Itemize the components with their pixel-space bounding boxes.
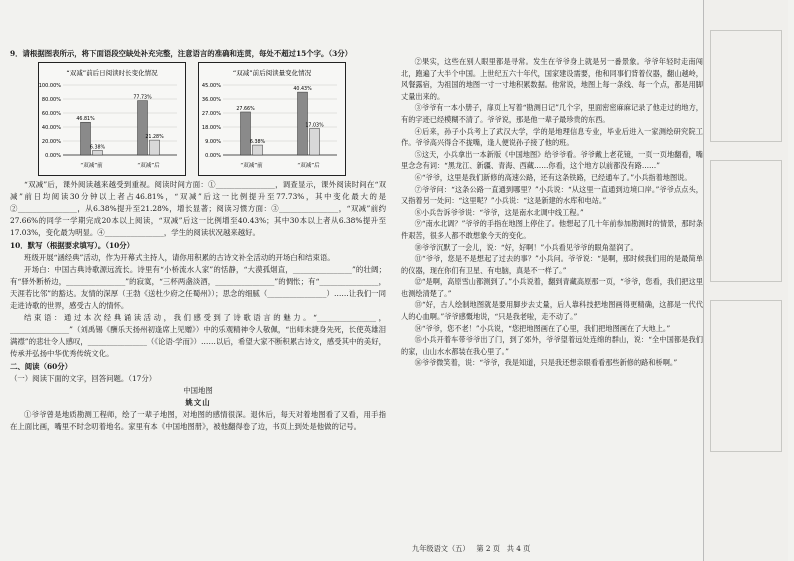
right-para-5: ⑥“爷爷，这里是我们新修的高速公路，还有这条铁路，已经通车了。”小兵指着地图说。 — [414, 172, 692, 182]
chart-reading-amount — [198, 62, 346, 176]
left-column — [10, 48, 386, 433]
chart-reading-time — [38, 62, 186, 176]
chart-reading-time-svg — [39, 63, 185, 175]
bar — [241, 112, 251, 155]
data-label: 27.66% — [236, 107, 255, 113]
right-para-6: ⑦爷爷问：“这条公路一直通到哪里？”小兵说：“从这里一直通到边境口岸。”爷爷点点头，又指着另一处问：“这里呢？”小兵说：“这是新建的水库和电站。” — [401, 184, 703, 206]
data-label: 46.81% — [76, 117, 95, 123]
q9-intro: 9．请根据图表所示，将下面语段空缺处补充完整，注意语言的准确和连贯，每处不超过15个字。（3分） — [10, 49, 353, 58]
right-para-7: ⑧小兵告诉爷爷说：“爷爷，这是南水北调中线工程。” — [414, 207, 584, 217]
footer-page: 第 2 页 — [476, 544, 500, 553]
section2-sub: （一）阅读下面的文字，回答问题。（17分） — [10, 373, 157, 383]
data-label: 40.43% — [293, 87, 312, 93]
data-label: 17.03% — [305, 123, 324, 129]
y-tick-label: 80.00% — [41, 97, 61, 104]
right-column — [401, 56, 703, 369]
right-para-11: ⑫“是啊，高原雪山都测到了。”小兵说着，翻到青藏高原那一页，“爷爷，您看，我们把这里也测绘清楚了。” — [401, 277, 703, 298]
bar — [138, 101, 148, 155]
y-tick-label: 20.00% — [41, 139, 61, 146]
category-label: “双减”后 — [137, 163, 160, 170]
article-p1: ①爷爷曾是地质勘测工程师，绘了一辈子地图，对地图的感情很深。退休后，每天对着地图看了又看，用手指在上面比画，嘴里不时念叨着地名。家里有本《中国地图册》，被他翻得卷了边，书页上到处是他做的记号。 — [10, 409, 386, 431]
bar — [310, 129, 320, 155]
right-para-10: ⑪“爷爷，您是不是想起了过去的事？”小兵问。爷爷说：“是啊，那时候我们用的是最简单的仪器，现在你们有卫星、有电脑，真是不一样了。” — [401, 254, 703, 275]
y-tick-label: 45.00% — [201, 83, 221, 90]
bar — [253, 145, 263, 155]
q10-p3: 结束语：通过本次经典诵读活动，我们感受到了诗歌语言的魅力。“________________，________________”（刘禹锡《酬乐天扬州初逢席上见赠》）中的乐观精神令人敬佩，“出师未捷身先死，长使英雄泪满襟”的悲壮令人感叹，________________（《论语·学而》）……以后，希望大家不断积累古诗文，感受其中的美好，传承并弘扬中华优秀传统文化。 — [10, 313, 386, 359]
y-tick-label: 100.00% — [39, 83, 61, 90]
article-author: 姚文山 — [185, 397, 211, 407]
article-title: 中国地图 — [183, 385, 213, 395]
category-label: “双减”后 — [297, 163, 320, 170]
bar — [93, 151, 103, 155]
right-para-8: ⑨“南水北调？”爷爷的手指在地图上停住了。他想起了几十年前参加勘测时的情景，那时条件艰苦，很多人都不敢想象今天的变化。 — [401, 219, 703, 240]
category-label: “双减”前 — [240, 163, 263, 170]
right-para-9: ⑩爷爷沉默了一会儿，说：“好，好啊！”小兵看见爷爷的眼角湿润了。 — [414, 242, 638, 252]
q9-body: “双减”后，课外阅读越来越受到重视。阅读时间方面：①________________，调查显示，课外阅读时间在“双减”前日均阅读30分钟以上者占46.81%，“双减”后这一比例提升至77.73%，其中变化最大的是②________________，从6.38%提升至21.28%，增长显著；阅读习惯方面：③________________，“双减”前约27.66%的同学一学期完成20本以上阅读，“双减”后这一比例增至40.43%；其中30本以上者从6.38%提升至17.03%，变化最为明显。④________________，学生的阅读状况越来越好。 — [10, 180, 386, 238]
chart-title: “双减”前后阅读量变化情况 — [232, 69, 312, 78]
y-tick-label: 0.00% — [205, 153, 221, 160]
y-tick-label: 40.00% — [41, 125, 61, 132]
right-para-12: ⑬“好，古人绘制地图就是要用脚步去丈量，后人靠科技把地图画得更精确，这都是一代代人的心血啊。”爷爷感慨地说，“只是我老啦，走不动了。” — [401, 300, 703, 322]
y-tick-label: 36.00% — [201, 97, 221, 104]
right-para-3: ④后来，孙子小兵考上了武汉大学，学的是地理信息专业，毕业后进入一家测绘研究院工作。爷爷高兴得合不拢嘴，逢人便说孙子接了他的班。 — [401, 126, 703, 148]
q10-p2: 开场白：中国古典诗歌源远流长。诗里有“小桥流水人家”的恬静，“大漠孤烟直，________________”的壮阔；有“驿外断桥边，________________”的寂寞，“三杯两盏淡酒，________________”的惆怅；有“________________，天涯若比邻”的豁达。友情的深厚（王勃《送杜少府之任蜀州》）；思念的细腻（________________）……让我们一同走进诗歌的世界，感受古人的情怀。 — [10, 264, 386, 311]
y-tick-label: 0.00% — [45, 153, 61, 160]
right-para-1: ②果实，这些在别人眼里都是寻常。发生在爷爷身上就是另一番景象。爷爷年轻时走南闯北，跑遍了大半个中国。上世纪五六十年代，国家建设需要，他和同事们背着仪器，翻山越岭，风餐露宿，为祖国的地图一寸一寸地积累数据。他常说，地图上每一条线、每一个点，都是用脚丈量出来的。 — [401, 57, 703, 101]
right-para-4: ⑤这天，小兵拿出一本新版《中国地图》给爷爷看。爷爷戴上老花镜，一页一页地翻看，嘴里念念有词：“黑龙江、新疆、青海、西藏……你看，这个地方以前都没有路……” — [401, 149, 703, 171]
y-tick-label: 9.00% — [205, 139, 221, 146]
margin-box-top — [710, 30, 782, 142]
page-footer — [412, 544, 592, 554]
y-tick-label: 18.00% — [201, 125, 221, 132]
right-para-15: ⑯爷爷微笑着，说：“爷爷，我是知道，只是我还想亲眼看看那些新修的路和桥啊。” — [414, 358, 678, 368]
data-label: 6.38% — [89, 145, 106, 151]
data-label: 21.28% — [145, 135, 164, 141]
footer-total: 共 4 页 — [506, 544, 531, 553]
y-tick-label: 60.00% — [41, 111, 61, 118]
chart-reading-amount-svg — [199, 63, 345, 175]
right-para-14: ⑮小兵开着车带爷爷出了门，到了郊外，爷爷望着远处连绵的群山，说：“全中国都是我们的家，山山水水都装在我心里了。” — [401, 335, 703, 356]
margin-box-bottom — [710, 300, 782, 452]
footer-label: 九年级语文（五） — [412, 544, 470, 553]
q10-p1: 班级开展“涵经典”活动，作为开幕式主持人，请你用积累的古诗文补全活动的开场白和结束语。 — [24, 252, 335, 262]
q10-intro: 10．默写（根据要求填写）。（10分） — [10, 240, 135, 250]
answer-margin-panel — [703, 0, 788, 561]
data-label: 6.38% — [249, 140, 266, 146]
bar — [150, 140, 160, 155]
section2-heading: 二、阅读（60分） — [10, 361, 73, 371]
right-para-2: ③爷爷有一本小册子，扉页上写着“勘测日记”几个字，里面密密麻麻记录了他走过的地方，有的字迹已经模糊不清了。爷爷说，那是他一辈子最珍贵的东西。 — [401, 103, 703, 124]
y-tick-label: 27.00% — [201, 111, 221, 118]
chart-title: “双减”前后日阅读时长变化情况 — [66, 69, 158, 78]
margin-box-middle — [710, 160, 782, 282]
category-label: “双减”前 — [80, 163, 103, 170]
chart-row — [38, 62, 386, 176]
data-label: 77.73% — [133, 95, 152, 101]
right-para-13: ⑭“爷爷，您不老！”小兵说，“您把地图画在了心里，我们把地图画在了大地上。” — [414, 323, 671, 333]
